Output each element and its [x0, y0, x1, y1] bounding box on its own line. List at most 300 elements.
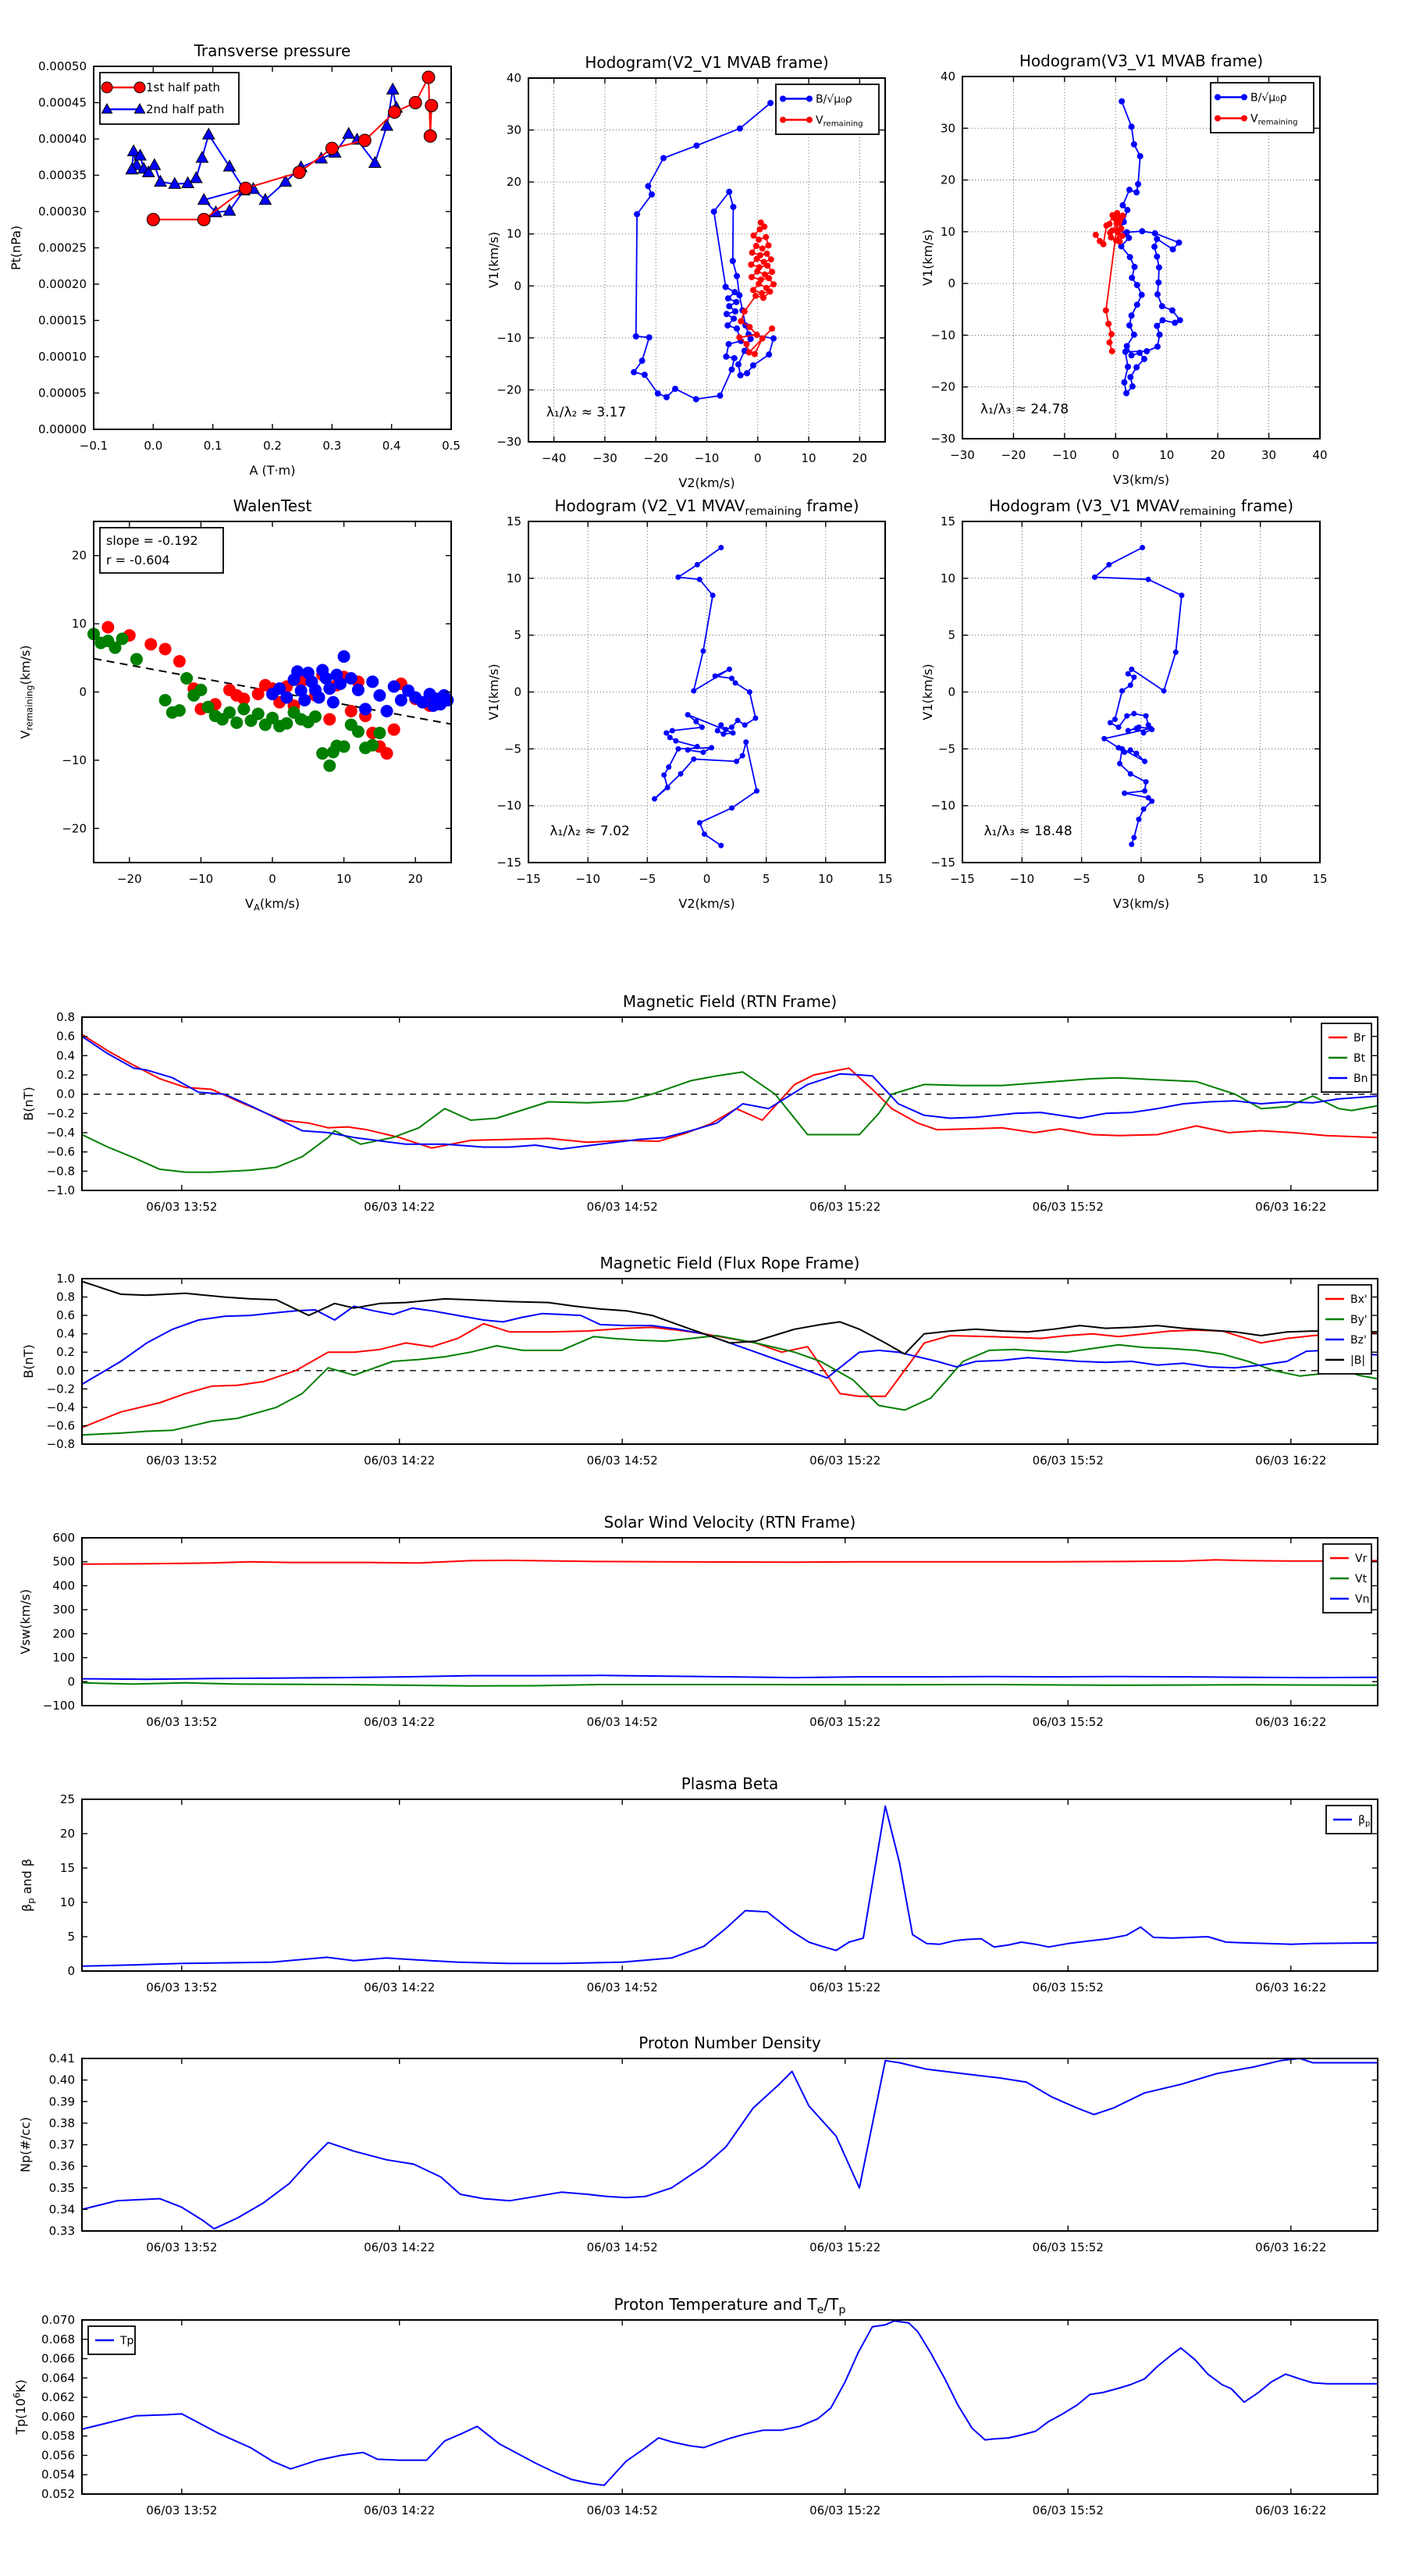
- y-axis-label: V1(km/s): [486, 664, 501, 720]
- series-Br: [82, 1034, 1378, 1148]
- marker-dot: [1176, 240, 1182, 246]
- series-B-magnitude: [82, 1282, 1378, 1354]
- marker-dot: [323, 760, 336, 772]
- series-Bz-prime: [82, 1306, 1378, 1384]
- y-axis-label: V1(km/s): [920, 664, 935, 720]
- y-tick-label: 0.064: [41, 2371, 75, 2386]
- y-tick-label: 0.00015: [37, 313, 87, 328]
- x-tick-label: −15: [950, 872, 975, 886]
- marker-dot: [316, 747, 329, 760]
- marker-dot: [655, 390, 661, 397]
- y-tick-label: 20: [59, 1827, 75, 1841]
- marker-dot: [313, 691, 325, 703]
- y-tick-label: 0.00045: [37, 95, 87, 110]
- marker-dot: [717, 393, 723, 399]
- marker-dot: [750, 362, 756, 368]
- marker-dot: [373, 689, 386, 702]
- y-tick-label: −0.8: [46, 1437, 75, 1451]
- marker-dot: [130, 653, 143, 666]
- chart-magnetic-field-flux-rope: [21, 1254, 1378, 1468]
- marker-dot: [1170, 246, 1176, 252]
- marker-dot: [729, 724, 735, 730]
- marker-dot: [695, 744, 700, 749]
- legend-label: Tp: [120, 2335, 134, 2347]
- stats-line: r = -0.604: [106, 553, 170, 568]
- annotation: λ₁/λ₃ ≈ 24.78: [980, 401, 1069, 418]
- marker-dot: [747, 689, 752, 695]
- x-axis-label: V3(km/s): [1112, 896, 1170, 911]
- marker-dot: [1124, 343, 1130, 349]
- marker-dot: [1128, 682, 1133, 688]
- marker-dot: [173, 704, 186, 717]
- marker-dot: [1140, 545, 1145, 550]
- marker-dot: [441, 694, 454, 706]
- chart-title: Hodogram (V3_V1 $MVAV_{remaining}$ frame): [988, 496, 1294, 518]
- marker-dot: [780, 117, 786, 123]
- y-tick-label: 0.38: [48, 2115, 75, 2130]
- x-tick-label: 15: [877, 872, 893, 886]
- legend-label: Bt: [1353, 1052, 1366, 1065]
- y-tick-label: 30: [940, 121, 955, 136]
- legend-label: Vr: [1355, 1553, 1368, 1565]
- legend-label: Bx': [1350, 1293, 1368, 1306]
- marker-dot: [366, 739, 379, 752]
- marker-dot: [1129, 312, 1135, 318]
- y-tick-label: 0.2: [56, 1068, 75, 1082]
- y-tick-label: −10: [496, 799, 521, 813]
- x-tick-label: 06/03 16:22: [1255, 2240, 1327, 2254]
- marker-dot: [1139, 292, 1145, 298]
- y-tick-label: 0.6: [56, 1308, 75, 1323]
- axes-border: [82, 1799, 1378, 1971]
- x-tick-label: 06/03 16:22: [1255, 1715, 1327, 1729]
- annotation: λ₁/λ₃ ≈ 18.48: [984, 824, 1072, 840]
- series-beta-p: [82, 1806, 1378, 1966]
- chart-proton-temperature: [12, 2295, 1378, 2517]
- marker-circle: [293, 166, 305, 179]
- marker-triangle: [148, 158, 160, 169]
- chart-hodogram-v2v1-mvab: [486, 53, 885, 490]
- y-tick-label: 5: [514, 628, 521, 642]
- x-tick-label: 10: [336, 872, 352, 886]
- marker-dot: [750, 287, 756, 294]
- marker-dot: [1131, 711, 1136, 717]
- marker-dot: [642, 372, 648, 378]
- marker-dot: [631, 369, 637, 375]
- y-tick-label: 0.0: [56, 1087, 75, 1101]
- marker-dot: [735, 361, 742, 368]
- marker-dot: [1129, 841, 1134, 847]
- x-tick-label: −10: [575, 872, 600, 886]
- x-tick-label: −20: [643, 451, 669, 465]
- marker-dot: [1119, 98, 1125, 105]
- marker-dot: [770, 336, 777, 342]
- y-axis-label: Np(#/cc): [18, 2117, 33, 2172]
- x-axis-label: V2(km/s): [678, 896, 735, 911]
- marker-dot: [769, 269, 775, 275]
- marker-dot: [711, 208, 717, 215]
- y-tick-label: 0.0: [56, 1363, 75, 1378]
- y-axis-label: $Tp(10^6K)$: [11, 2379, 28, 2435]
- x-tick-label: 20: [1210, 448, 1225, 462]
- y-tick-label: 15: [506, 514, 521, 528]
- legend-label: Vt: [1355, 1573, 1368, 1585]
- x-tick-label: 06/03 16:22: [1255, 1453, 1327, 1468]
- marker-dot: [749, 250, 756, 256]
- marker-dot: [1177, 317, 1183, 323]
- marker-dot: [345, 672, 357, 685]
- marker-dot: [323, 682, 336, 695]
- y-tick-label: −15: [496, 856, 521, 870]
- marker-dot: [752, 350, 758, 357]
- marker-dot: [765, 242, 771, 248]
- marker-dot: [754, 788, 759, 794]
- legend-label: 1st half path: [146, 80, 221, 94]
- legend-label: Bz': [1350, 1334, 1367, 1347]
- marker-dot: [672, 386, 678, 392]
- marker-dot: [1106, 221, 1112, 227]
- marker-dot: [1133, 751, 1139, 756]
- legend-label: $V_{remaining}$: [816, 114, 863, 129]
- y-tick-label: 5: [948, 628, 955, 642]
- x-tick-label: 10: [1253, 872, 1268, 886]
- marker-dot: [760, 295, 767, 301]
- marker-triangle: [381, 119, 393, 130]
- marker-dot: [1129, 123, 1135, 130]
- marker-dot: [144, 638, 157, 650]
- y-tick-label: 10: [71, 617, 87, 632]
- marker-dot: [736, 334, 742, 340]
- x-tick-label: 06/03 15:22: [809, 1980, 881, 1994]
- marker-dot: [1157, 332, 1163, 338]
- marker-dot: [699, 724, 705, 730]
- marker-dot: [1108, 720, 1113, 725]
- x-axis-label: V2(km/s): [678, 475, 735, 490]
- y-tick-label: 0.056: [41, 2448, 75, 2463]
- marker-dot: [673, 738, 678, 744]
- marker-dot: [1131, 141, 1137, 148]
- marker-circle: [325, 142, 338, 155]
- y-tick-label: 10: [940, 571, 955, 585]
- marker-dot: [1125, 364, 1131, 370]
- y-axis-label: V1(km/s): [920, 229, 935, 286]
- marker-dot: [764, 251, 770, 257]
- x-tick-label: 06/03 15:22: [809, 1453, 881, 1468]
- marker-dot: [702, 831, 707, 837]
- marker-dot: [753, 256, 759, 262]
- marker-dot: [1141, 806, 1147, 812]
- marker-circle: [388, 106, 400, 119]
- marker-dot: [723, 284, 729, 290]
- marker-dot: [764, 262, 770, 269]
- marker-dot: [1101, 736, 1107, 742]
- x-tick-label: 06/03 14:52: [586, 2240, 658, 2254]
- x-tick-label: −15: [516, 872, 541, 886]
- x-tick-label: 06/03 15:22: [809, 2503, 881, 2517]
- marker-dot: [1126, 322, 1133, 329]
- x-tick-label: 5: [762, 872, 770, 886]
- x-tick-label: 06/03 15:22: [809, 1715, 881, 1729]
- x-tick-label: 0.1: [203, 439, 222, 453]
- chart-walen-test: [18, 496, 454, 913]
- marker-dot: [1119, 202, 1126, 208]
- series-Vr: [82, 1560, 1378, 1564]
- marker-dot: [691, 688, 696, 694]
- marker-dot: [675, 746, 681, 752]
- marker-dot: [646, 334, 653, 340]
- marker-dot: [352, 725, 365, 738]
- marker-dot: [1148, 726, 1154, 731]
- marker-dot: [768, 256, 774, 262]
- x-tick-label: 06/03 14:52: [586, 2503, 658, 2517]
- marker-dot: [734, 273, 740, 279]
- marker-dot: [746, 349, 752, 355]
- y-tick-label: 0.40: [48, 2073, 75, 2087]
- marker-dot: [366, 675, 379, 688]
- y-tick-label: 0.00010: [37, 350, 87, 364]
- marker-dot: [753, 332, 759, 338]
- marker-dot: [345, 705, 357, 717]
- y-tick-label: 0.8: [56, 1290, 75, 1304]
- x-tick-label: 0.3: [322, 439, 342, 453]
- marker-dot: [173, 655, 186, 667]
- x-tick-label: 06/03 16:22: [1255, 1200, 1327, 1214]
- marker-dot: [1101, 241, 1107, 247]
- marker-triangle: [223, 160, 235, 171]
- marker-dot: [763, 234, 769, 240]
- marker-dot: [1156, 265, 1162, 271]
- y-tick-label: −10: [930, 328, 955, 343]
- marker-dot: [767, 100, 774, 106]
- x-tick-label: −10: [188, 872, 214, 886]
- marker-dot: [724, 311, 730, 317]
- marker-dot: [1115, 214, 1122, 220]
- y-tick-label: 0.068: [41, 2332, 75, 2347]
- marker-circle: [409, 97, 422, 109]
- marker-dot: [735, 717, 741, 723]
- x-tick-label: −5: [1072, 872, 1090, 886]
- marker-dot: [338, 740, 350, 753]
- chart-magnetic-field-rtn: [21, 992, 1378, 1214]
- marker-dot: [1151, 244, 1158, 250]
- marker-dot: [645, 183, 651, 189]
- marker-dot: [756, 237, 762, 243]
- marker-dot: [291, 665, 304, 678]
- marker-dot: [639, 358, 646, 364]
- x-tick-label: 0.5: [442, 439, 461, 453]
- marker-dot: [1154, 343, 1161, 350]
- marker-dot: [729, 806, 735, 811]
- marker-dot: [754, 269, 760, 275]
- marker-dot: [718, 722, 724, 728]
- marker-dot: [280, 717, 293, 730]
- chart-transverse-pressure: [9, 41, 461, 478]
- marker-dot: [634, 211, 640, 217]
- marker-dot: [1123, 390, 1129, 397]
- marker-dot: [1131, 834, 1136, 840]
- y-tick-label: 400: [52, 1578, 75, 1593]
- marker-dot: [194, 684, 207, 696]
- y-tick-label: 600: [52, 1531, 75, 1545]
- marker-triangle: [387, 84, 399, 94]
- marker-dot: [720, 731, 726, 737]
- series-Tp: [82, 2321, 1378, 2485]
- marker-dot: [734, 759, 739, 764]
- y-tick-label: 0.066: [41, 2351, 75, 2366]
- marker-dot: [252, 707, 265, 720]
- y-tick-label: 0.052: [41, 2487, 75, 2501]
- chart-title: Hodogram(V2_V1 MVAB frame): [585, 53, 829, 72]
- marker-dot: [700, 749, 706, 755]
- marker-dot: [1129, 667, 1134, 672]
- x-tick-label: −30: [592, 451, 617, 465]
- legend-label: Br: [1353, 1032, 1366, 1044]
- y-tick-label: −0.4: [46, 1400, 75, 1414]
- y-tick-label: −10: [496, 330, 521, 345]
- marker-circle: [197, 213, 210, 226]
- y-tick-label: 40: [506, 71, 521, 85]
- y-tick-label: −0.8: [46, 1164, 75, 1179]
- marker-dot: [728, 366, 735, 372]
- y-tick-label: 0: [514, 279, 521, 294]
- marker-dot: [1152, 230, 1158, 237]
- marker-triangle: [155, 176, 166, 187]
- marker-dot: [667, 735, 673, 740]
- chart-title: Hodogram(V3_V1 MVAB frame): [1019, 52, 1264, 70]
- y-tick-label: −10: [62, 753, 87, 767]
- marker-dot: [726, 303, 732, 309]
- x-tick-label: 15: [1312, 872, 1328, 886]
- y-tick-label: 0.34: [48, 2202, 75, 2217]
- x-tick-label: 06/03 15:52: [1032, 1453, 1104, 1468]
- y-tick-label: 0.41: [48, 2051, 75, 2065]
- x-tick-label: 10: [801, 451, 816, 465]
- y-tick-label: 5: [67, 1930, 75, 1944]
- y-tick-label: −20: [62, 821, 87, 836]
- x-tick-label: 06/03 13:52: [146, 2503, 218, 2517]
- marker-dot: [352, 684, 365, 696]
- marker-dot: [1159, 317, 1165, 323]
- marker-dot: [1141, 356, 1147, 362]
- x-tick-label: −10: [1052, 448, 1077, 462]
- marker-dot: [670, 728, 675, 734]
- y-tick-label: 0.00005: [37, 386, 87, 400]
- marker-dot: [381, 747, 393, 760]
- y-tick-label: 10: [506, 571, 521, 585]
- marker-dot: [1129, 275, 1135, 281]
- marker-dot: [159, 694, 172, 706]
- legend-label: Bn: [1353, 1073, 1368, 1085]
- x-tick-label: 06/03 14:22: [364, 1715, 436, 1729]
- y-axis-label: Vsw(km/s): [18, 1589, 33, 1655]
- x-tick-label: 06/03 14:52: [586, 1980, 658, 1994]
- marker-dot: [1124, 713, 1129, 719]
- marker-dot: [753, 243, 759, 249]
- marker-dot: [1154, 236, 1160, 242]
- y-tick-label: −0.2: [46, 1382, 75, 1397]
- marker-dot: [723, 354, 729, 360]
- y-tick-label: 0.00040: [37, 132, 87, 146]
- x-tick-label: −10: [694, 451, 720, 465]
- marker-dot: [693, 719, 699, 724]
- marker-dot: [697, 820, 702, 826]
- marker-dot: [298, 694, 311, 706]
- y-axis-label: Pt(nPa): [9, 225, 23, 271]
- marker-dot: [1133, 189, 1140, 195]
- marker-dot: [1159, 303, 1165, 309]
- x-tick-label: 06/03 13:52: [146, 1980, 218, 1994]
- marker-dot: [1129, 352, 1135, 358]
- y-tick-label: −0.2: [46, 1106, 75, 1121]
- y-tick-label: −5: [937, 742, 955, 756]
- x-tick-label: 06/03 15:52: [1032, 1715, 1104, 1729]
- marker-dot: [731, 315, 737, 322]
- marker-circle: [422, 71, 435, 84]
- marker-dot: [738, 318, 744, 325]
- marker-dot: [1115, 724, 1121, 730]
- marker-dot: [713, 674, 718, 679]
- x-axis-label: V3(km/s): [1112, 472, 1170, 487]
- x-tick-label: 10: [1159, 448, 1175, 462]
- marker-dot: [381, 705, 393, 717]
- marker-dot: [1142, 788, 1147, 794]
- marker-dot: [1134, 282, 1140, 288]
- marker-dot: [665, 785, 670, 790]
- y-tick-label: 0.4: [56, 1326, 75, 1341]
- series-Bt: [82, 1072, 1378, 1172]
- chart-hodogram-v3v1-mvab: [920, 52, 1328, 487]
- marker-dot: [1127, 374, 1133, 380]
- y-tick-label: −10: [930, 799, 955, 813]
- series-Bn: [82, 1037, 1378, 1149]
- marker-circle: [424, 130, 436, 142]
- x-tick-label: 06/03 15:22: [809, 2240, 881, 2254]
- marker-dot: [743, 739, 749, 745]
- marker-dot: [766, 351, 772, 358]
- x-tick-label: 06/03 15:52: [1032, 1200, 1104, 1214]
- x-tick-label: 30: [1261, 448, 1277, 462]
- y-tick-label: 15: [59, 1861, 75, 1875]
- marker-dot: [697, 577, 702, 582]
- legend-label: By': [1350, 1314, 1368, 1326]
- y-tick-label: 20: [506, 175, 521, 190]
- marker-dot: [116, 632, 129, 645]
- marker-dot: [1093, 232, 1099, 238]
- marker-dot: [1126, 187, 1133, 193]
- x-tick-label: 06/03 13:52: [146, 1453, 218, 1468]
- marker-dot: [1154, 291, 1161, 297]
- y-tick-label: −15: [930, 856, 955, 870]
- marker-dot: [1118, 226, 1124, 232]
- marker-dot: [770, 281, 777, 287]
- marker-dot: [1113, 237, 1119, 244]
- y-tick-label: 0.2: [56, 1345, 75, 1360]
- marker-dot: [746, 324, 752, 330]
- marker-dot: [752, 716, 758, 721]
- y-tick-label: −30: [930, 432, 955, 446]
- series-Vt: [82, 1683, 1378, 1686]
- marker-dot: [759, 245, 766, 251]
- marker-dot: [693, 396, 699, 402]
- marker-triangle: [190, 172, 202, 183]
- y-tick-label: 15: [940, 514, 955, 528]
- marker-dot: [327, 696, 340, 709]
- marker-dot: [726, 189, 732, 195]
- marker-dot: [742, 308, 748, 315]
- marker-dot: [733, 299, 739, 305]
- marker-dot: [388, 681, 400, 693]
- marker-dot: [101, 621, 114, 633]
